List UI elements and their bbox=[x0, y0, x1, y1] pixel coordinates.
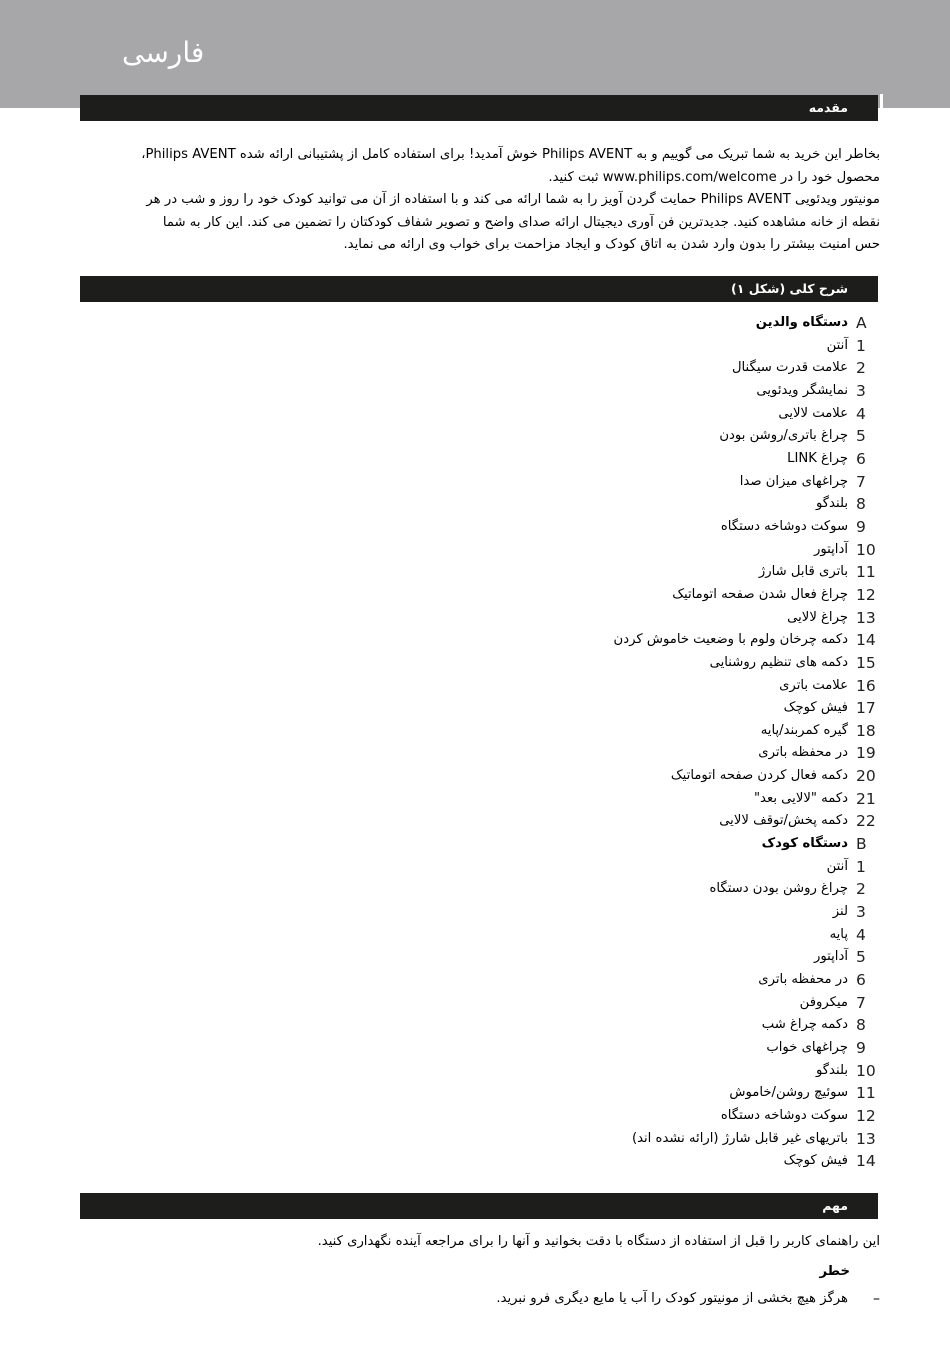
intro-line-3: مونیتور ویدئویی Philips AVENT حمایت گردن آویز را به شما ارائه می کند و با استفاده از آن می توانید کودک خود را روز و شب در هر bbox=[146, 192, 880, 208]
item-number: 1 bbox=[856, 857, 866, 876]
list-item bbox=[80, 810, 880, 833]
item-label: چراغ فعال شدن صفحه اتوماتیک bbox=[672, 586, 848, 602]
item-number: 4 bbox=[856, 404, 866, 423]
item-label: آداپتور bbox=[813, 541, 848, 557]
item-label: علامت باتری bbox=[779, 677, 848, 693]
item-number: 6 bbox=[856, 449, 866, 468]
intro-line-5: حس امنیت بیشتر را بدون وارد شدن به اتاق کودک و ایجاد مزاحمت برای خواب وی ارائه می نماید. bbox=[343, 237, 880, 253]
list-item bbox=[80, 969, 880, 992]
list-item bbox=[80, 901, 880, 924]
item-label: چراغهای خواب bbox=[766, 1040, 848, 1055]
list-item bbox=[80, 539, 880, 562]
list-item bbox=[80, 561, 880, 584]
item-number: 3 bbox=[856, 903, 866, 922]
item-number: 12 bbox=[856, 585, 876, 604]
item-label: دکمه پخش/توقف لالایی bbox=[719, 813, 848, 829]
list-item bbox=[80, 1128, 880, 1151]
item-number: 2 bbox=[856, 359, 866, 378]
item-label: فیش کوچک bbox=[783, 1153, 848, 1169]
list-item bbox=[80, 1082, 880, 1105]
item-label: علامت قدرت سیگنال bbox=[731, 360, 848, 376]
list-item bbox=[80, 1150, 880, 1173]
danger-item bbox=[80, 1288, 880, 1310]
item-label: دستگاه کودک bbox=[761, 836, 848, 852]
list-item bbox=[80, 357, 880, 380]
item-number: 16 bbox=[856, 676, 876, 695]
list-item bbox=[80, 584, 880, 607]
item-label: آنتن bbox=[826, 337, 848, 353]
item-label: فیش کوچک bbox=[783, 700, 848, 716]
list-item bbox=[80, 675, 880, 698]
item-number: 8 bbox=[856, 495, 866, 514]
list-item bbox=[80, 493, 880, 516]
item-number: 9 bbox=[856, 517, 866, 536]
section-title-important: مهم bbox=[80, 1193, 878, 1219]
item-label: چراغ LINK bbox=[787, 450, 848, 466]
item-label: باتری قابل شارژ bbox=[758, 564, 848, 580]
important-text: این راهنمای کاربر را قبل از استفاده از دستگاه با دقت بخوانید و آنها را برای مراجعه آینده نگهداری کنید. bbox=[317, 1234, 880, 1249]
list-item bbox=[80, 765, 880, 788]
item-number: 10 bbox=[856, 540, 876, 559]
item-label: چراغ باتری/روشن بودن bbox=[719, 428, 848, 444]
item-number: 15 bbox=[856, 653, 876, 672]
list-item bbox=[80, 1014, 880, 1037]
list-item bbox=[80, 946, 880, 969]
item-label: چراغ روشن بودن دستگاه bbox=[709, 881, 848, 897]
list-item bbox=[80, 878, 880, 901]
item-label: سوکت دوشاخه دستگاه bbox=[720, 518, 848, 534]
list-item bbox=[80, 856, 880, 879]
header-band bbox=[0, 0, 950, 108]
list-item bbox=[80, 1105, 880, 1128]
item-number: 7 bbox=[856, 993, 866, 1012]
item-label: نمایشگر ویدئویی bbox=[756, 382, 848, 398]
item-label: سوئیچ روشن/خاموش bbox=[729, 1085, 848, 1101]
item-number: 22 bbox=[856, 812, 876, 831]
item-number: 18 bbox=[856, 721, 876, 740]
item-number: 13 bbox=[856, 608, 876, 627]
item-number: 14 bbox=[856, 631, 876, 650]
item-label: چراغهای میزان صدا bbox=[739, 473, 848, 489]
list-item bbox=[80, 1037, 880, 1060]
item-label: میکروفن bbox=[799, 994, 848, 1010]
item-number: 10 bbox=[856, 1061, 876, 1080]
list-item bbox=[80, 471, 880, 494]
introduction-text bbox=[80, 144, 880, 257]
list-item bbox=[80, 924, 880, 947]
item-number: 11 bbox=[856, 563, 876, 582]
item-number: 8 bbox=[856, 1016, 866, 1035]
list-item bbox=[80, 697, 880, 720]
section-title-overview: شرح کلی (شکل ۱) bbox=[80, 276, 878, 302]
item-label: علامت لالایی bbox=[778, 405, 848, 421]
danger-heading: خطر bbox=[819, 1264, 850, 1279]
item-number: 13 bbox=[856, 1129, 876, 1148]
item-label: دکمه "لالایی بعد" bbox=[753, 790, 848, 806]
item-label: سوکت دوشاخه دستگاه bbox=[720, 1107, 848, 1123]
list-item bbox=[80, 992, 880, 1015]
item-number: 19 bbox=[856, 744, 876, 763]
item-number: B bbox=[856, 835, 867, 854]
item-label: بلندگو bbox=[815, 496, 848, 512]
list-item bbox=[80, 720, 880, 743]
item-label: در محفظه باتری bbox=[758, 745, 848, 761]
item-number: 21 bbox=[856, 789, 876, 808]
item-number: 2 bbox=[856, 880, 866, 899]
item-number: 20 bbox=[856, 767, 876, 786]
item-number: 5 bbox=[856, 948, 866, 967]
item-number: 3 bbox=[856, 381, 866, 400]
item-number: 12 bbox=[856, 1106, 876, 1125]
list-item bbox=[80, 788, 880, 811]
list-item bbox=[80, 607, 880, 630]
item-label: پایه bbox=[829, 926, 848, 942]
item-number: 11 bbox=[856, 1084, 876, 1103]
page-edge-marker bbox=[880, 94, 883, 108]
list-group-heading bbox=[80, 312, 880, 335]
item-label: در محفظه باتری bbox=[758, 972, 848, 988]
item-number: 4 bbox=[856, 925, 866, 944]
intro-line-1: بخاطر این خرید به شما تبریک می گوییم و به Philips AVENT خوش آمدید! برای استفاده کامل از پشتیبانی ارائه شده Philips AVENT، bbox=[141, 147, 880, 162]
list-item bbox=[80, 652, 880, 675]
item-number: A bbox=[856, 314, 867, 332]
item-number: 7 bbox=[856, 472, 866, 491]
overview-list bbox=[80, 312, 880, 1173]
item-number: 17 bbox=[856, 699, 876, 718]
list-item bbox=[80, 742, 880, 765]
list-item bbox=[80, 425, 880, 448]
list-item bbox=[80, 1060, 880, 1083]
item-number: 6 bbox=[856, 971, 866, 990]
item-label: دکمه فعال کردن صفحه اتوماتیک bbox=[670, 768, 848, 784]
item-label: بلندگو bbox=[815, 1062, 848, 1078]
intro-line-4: نقطه از خانه مشاهده کنید. جدیدترین فن آوری دیجیتال ارائه صدای واضح و تصویر شفاف کودکتان را تضمین می کند. این کار به شما bbox=[162, 214, 880, 230]
section-title-introduction: مقدمه bbox=[80, 95, 878, 121]
list-item bbox=[80, 380, 880, 403]
list-item bbox=[80, 516, 880, 539]
item-number: 1 bbox=[856, 336, 866, 355]
item-number: 9 bbox=[856, 1039, 866, 1057]
bullet-dash: – bbox=[873, 1291, 880, 1307]
item-label: لنز bbox=[832, 904, 848, 920]
list-item bbox=[80, 403, 880, 426]
item-label: آداپتور bbox=[813, 949, 848, 965]
item-label: آنتن bbox=[826, 858, 848, 874]
list-item bbox=[80, 448, 880, 471]
item-label: دکمه های تنظیم روشنایی bbox=[709, 654, 848, 670]
list-item bbox=[80, 629, 880, 652]
item-label: دکمه چراغ شب bbox=[761, 1017, 848, 1033]
intro-line-2: محصول خود را در www.philips.com/welcome ثبت کنید. bbox=[548, 169, 880, 185]
item-label: باتریهای غیر قابل شارژ (ارائه نشده اند) bbox=[631, 1130, 848, 1146]
language-title: فارسی bbox=[122, 36, 205, 69]
list-item bbox=[80, 335, 880, 358]
danger-item-text: هرگز هیچ بخشی از مونیتور کودک را آب یا مایع دیگری فرو نبرید. bbox=[496, 1291, 848, 1306]
item-label: دکمه چرخان ولوم با وضعیت خاموش کردن bbox=[613, 632, 848, 648]
item-label: گیره کمربند/پایه bbox=[760, 722, 848, 738]
item-label: دستگاه والدین bbox=[755, 315, 848, 330]
item-number: 5 bbox=[856, 427, 866, 446]
list-group-heading bbox=[80, 833, 880, 856]
item-number: 14 bbox=[856, 1152, 876, 1171]
item-label: چراغ لالایی bbox=[787, 609, 848, 625]
